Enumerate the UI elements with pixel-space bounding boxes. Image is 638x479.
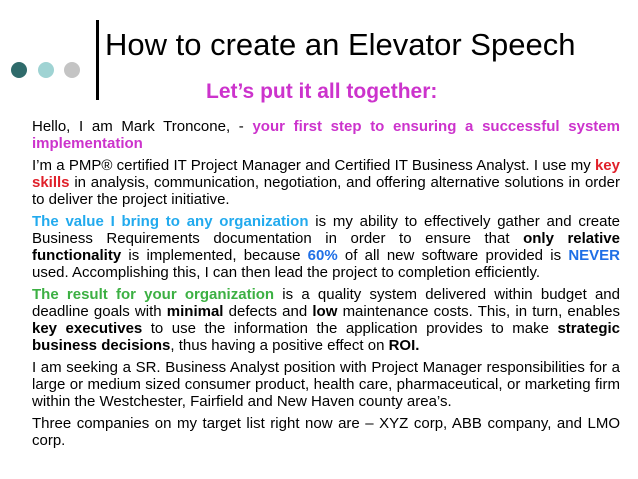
result-text: is a quality system delivered within budget and deadline goals with [32, 286, 620, 320]
value-text: is my ability to effectively gather and create Business Requirements documentation in order to ensure that [32, 213, 621, 247]
paragraph-targets [32, 415, 620, 449]
result-text-2: defects and [223, 303, 313, 320]
percent-highlight: 60% [307, 247, 338, 264]
minimal-bold: minimal [166, 303, 224, 320]
result-highlight: The result for your organization [32, 286, 275, 303]
strategic-decisions-bold: strategic business decisions [32, 320, 620, 354]
value-highlight: The value I bring to any organization [32, 213, 309, 230]
decorative-dot-gray [64, 62, 80, 78]
targets-text: Three companies on my target list right now are – XYZ corp, ABB company, and LMO corp. [32, 415, 620, 449]
key-executives-bold: key executives [32, 320, 143, 337]
intro-text: Hello, I am Mark Troncone, - [32, 118, 253, 135]
result-text-4: to use the information the application provides to make [142, 320, 558, 337]
paragraph-result [32, 286, 620, 354]
roi-bold: ROI. [388, 337, 420, 354]
credentials-text-end: in analysis, communication, negotiation, and offering alternative solutions in order to deliver the project initiative. [32, 174, 620, 208]
relative-functionality-bold: only relative functionality [32, 230, 620, 264]
credentials-text: I’m a PMP® certified IT Project Manager and Certified IT Business Analyst. I use my [32, 157, 595, 174]
seeking-text: I am seeking a SR. Business Analyst position with Project Manager responsibilities for a large or medium sized consumer product, health care, pharmaceutical, or marketing firm within the Westchester, Fairfield and New Haven county area’s. [32, 359, 620, 410]
value-text-2: is implemented, because [121, 247, 308, 264]
value-text-end: used. Accomplishing this, I can then lead the project to completion efficiently. [32, 264, 541, 281]
paragraph-intro [32, 118, 620, 152]
paragraph-credentials [32, 157, 620, 208]
value-text-3: of all new software provided is [337, 247, 569, 264]
title-divider-bar [96, 20, 99, 100]
low-bold: low [312, 303, 338, 320]
key-skills-highlight: key skills [32, 157, 620, 191]
result-text-3: maintenance costs. This, in turn, enables [337, 303, 620, 320]
slide-subtitle: Let’s put it all together: [206, 80, 438, 103]
paragraph-value [32, 213, 620, 281]
slide-body [32, 118, 620, 454]
decorative-dot-dark [11, 62, 27, 78]
never-highlight: NEVER [568, 247, 620, 264]
decorative-dot-light [38, 62, 54, 78]
intro-highlight: your first step to ensuring a successful system implementation [32, 118, 620, 152]
result-text-5: , thus having a positive effect on [170, 337, 389, 354]
slide-title: How to create an Elevator Speech [105, 27, 576, 62]
paragraph-seeking [32, 359, 620, 410]
